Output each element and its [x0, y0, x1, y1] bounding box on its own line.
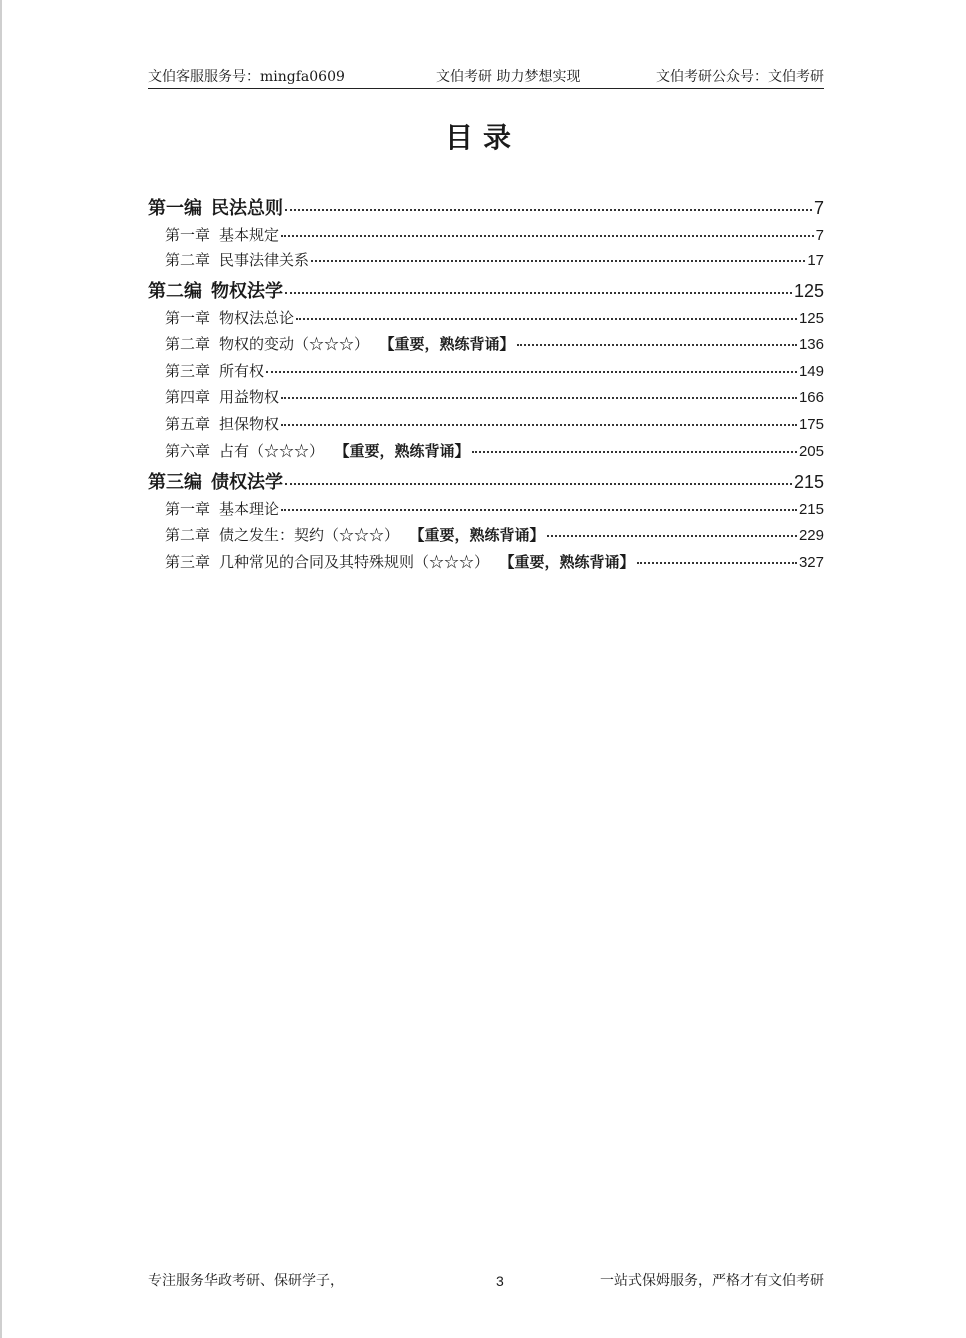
toc-entry-title: 债权法学: [211, 472, 283, 493]
page-header: [148, 66, 824, 89]
toc-dot-leader: [472, 451, 797, 453]
toc-part-entry[interactable]: [148, 468, 824, 494]
toc-entry-number: 第二编: [148, 281, 202, 302]
toc-entry-title: 几种常见的合同及其特殊规则（☆☆☆）: [219, 553, 490, 571]
toc-dot-leader: [296, 318, 797, 320]
toc-entry-label: [165, 307, 294, 328]
toc-chapter-entry[interactable]: [165, 524, 824, 546]
toc-entry-number: 第一章: [165, 309, 211, 327]
toc-entry-badge: 【重要，熟练背诵】: [387, 335, 515, 353]
toc-chapter-entry[interactable]: [165, 224, 824, 246]
toc-dot-leader: [311, 260, 805, 262]
toc-dot-leader: [637, 562, 797, 564]
toc-entry-title: 物权法总论: [219, 309, 295, 327]
header-left-text: 文伯客服服务号：mingfa0609: [148, 69, 345, 85]
toc-entry-label: [165, 333, 515, 354]
toc-entry-label: [165, 551, 635, 572]
toc-entry-page: 136: [798, 336, 824, 353]
toc-entry-title: 担保物权: [219, 415, 280, 433]
toc-dot-leader: [285, 209, 812, 211]
toc-entry-number: 第二章: [165, 526, 211, 544]
toc-dot-leader: [281, 235, 814, 237]
toc-chapter-entry[interactable]: [165, 360, 824, 382]
toc-entry-page: 215: [798, 501, 824, 518]
toc-dot-leader: [517, 344, 797, 346]
toc-dot-leader: [281, 509, 797, 511]
toc-entry-number: 第三编: [148, 472, 202, 493]
toc-entry-title: 债之发生：契约（☆☆☆）: [219, 526, 400, 544]
toc-entry-badge: 【重要，熟练背诵】: [342, 442, 470, 460]
toc-entry-page: 205: [798, 443, 824, 460]
toc-entry-label: [165, 249, 309, 270]
toc-entry-page: 125: [798, 310, 824, 327]
page-title: 目录: [444, 121, 521, 154]
toc-entry-number: 第一编: [148, 198, 202, 219]
toc-entry-badge: 【重要，熟练背诵】: [417, 526, 545, 544]
toc-entry-page: 125: [793, 281, 824, 301]
page-number: 3: [496, 1273, 504, 1289]
toc-dot-leader: [281, 424, 797, 426]
toc-entry-page: 7: [815, 227, 824, 244]
toc-entry-label: [165, 498, 279, 519]
toc-entry-page: 166: [798, 389, 824, 406]
toc-entry-title: 物权法学: [211, 281, 283, 302]
page-footer: [148, 1270, 824, 1292]
toc-chapter-entry[interactable]: [165, 413, 824, 435]
header-right-text: 文伯考研公众号：文伯考研: [656, 69, 824, 85]
toc-entry-page: 327: [798, 554, 824, 571]
toc-entry-label: [165, 440, 470, 461]
toc-entry-number: 第一章: [165, 226, 211, 244]
toc-entry-title: 基本理论: [219, 500, 280, 518]
toc-entry-number: 第三章: [165, 362, 211, 380]
page-edge: [0, 0, 2, 1338]
footer-left-text: 专注服务华政考研、保研学子，: [148, 1273, 344, 1289]
toc-dot-leader: [266, 371, 797, 373]
toc-dot-leader: [285, 292, 792, 294]
toc-entry-page: 229: [798, 527, 824, 544]
toc-dot-leader: [285, 483, 792, 485]
toc-entry-label: [165, 360, 264, 381]
toc-dot-leader: [281, 397, 797, 399]
toc-entry-number: 第六章: [165, 442, 211, 460]
toc-entry-page: 7: [813, 198, 824, 218]
toc-entry-page: 215: [793, 472, 824, 492]
footer-right-text: 一站式保姆服务，严格才有文伯考研: [600, 1273, 824, 1289]
toc-entry-title: 基本规定: [219, 226, 280, 244]
toc-entry-number: 第一章: [165, 500, 211, 518]
toc-entry-page: 17: [807, 252, 824, 269]
toc-entry-title: 占有（☆☆☆）: [219, 442, 325, 460]
toc-chapter-entry[interactable]: [165, 498, 824, 520]
toc-entry-label: [148, 194, 283, 220]
toc-chapter-entry[interactable]: [165, 386, 824, 408]
toc-part-entry[interactable]: [148, 277, 824, 303]
toc-chapter-entry[interactable]: [165, 440, 824, 462]
toc-entry-number: 第二章: [165, 335, 211, 353]
toc-chapter-entry[interactable]: [165, 333, 824, 355]
toc-entry-page: 175: [798, 416, 824, 433]
toc-entry-title: 所有权: [219, 362, 265, 380]
toc-entry-title: 民法总则: [211, 198, 283, 219]
toc-entry-label: [165, 524, 545, 545]
toc-entry-number: 第四章: [165, 388, 211, 406]
toc-chapter-entry[interactable]: [165, 551, 824, 573]
toc-entry-label: [165, 224, 279, 245]
toc-entry-label: [165, 386, 279, 407]
toc-entry-title: 用益物权: [219, 388, 280, 406]
toc-entry-badge: 【重要，熟练背诵】: [507, 553, 635, 571]
toc-part-entry[interactable]: [148, 194, 824, 220]
toc-entry-page: 149: [798, 363, 824, 380]
toc-entry-number: 第三章: [165, 553, 211, 571]
toc-entry-number: 第二章: [165, 251, 211, 269]
header-center-text: 文伯考研 助力梦想实现: [436, 69, 581, 85]
toc-chapter-entry[interactable]: [165, 249, 824, 271]
toc-entry-title: 民事法律关系: [219, 251, 310, 269]
toc-entry-label: [148, 468, 283, 494]
toc-entry-label: [148, 277, 283, 303]
toc-dot-leader: [547, 535, 797, 537]
toc-chapter-entry[interactable]: [165, 307, 824, 329]
toc-entry-label: [165, 413, 279, 434]
toc-entry-number: 第五章: [165, 415, 211, 433]
toc-entry-title: 物权的变动（☆☆☆）: [219, 335, 370, 353]
